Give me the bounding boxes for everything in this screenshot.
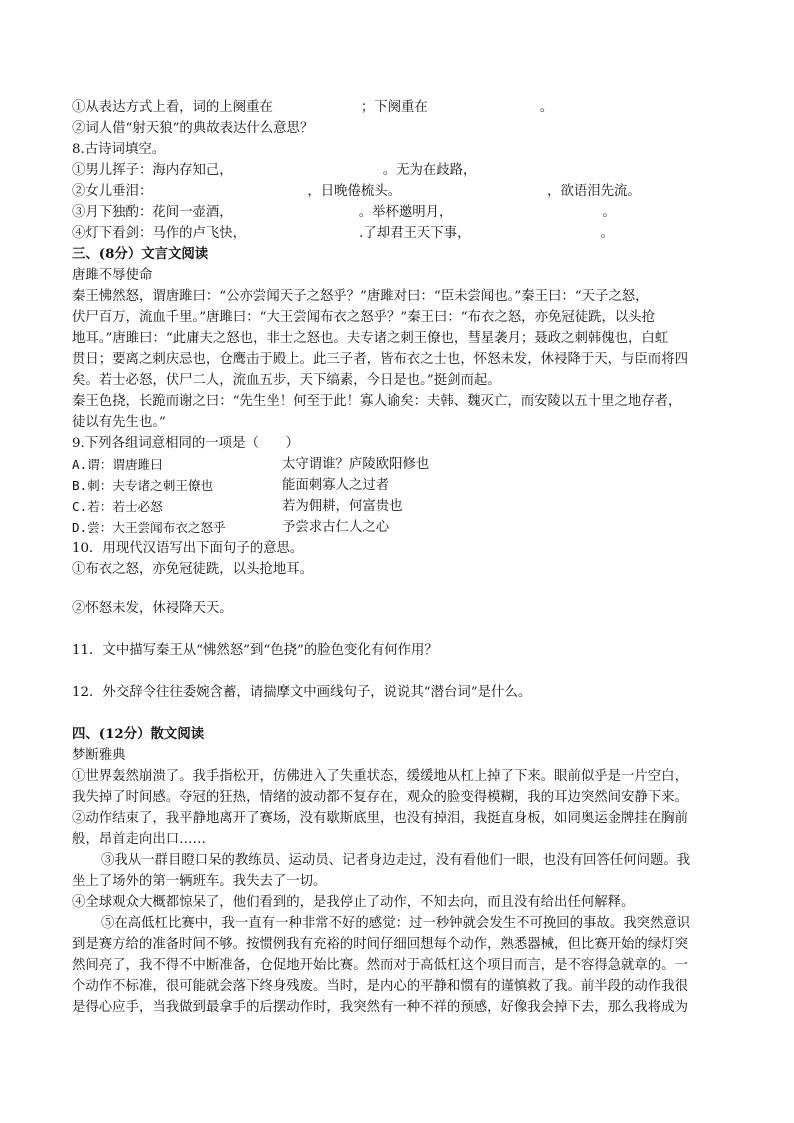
q12: 12．外交辞令往往委婉含蓄，请揣摩文中画线句子，说说其“潜台词”是什么。: [72, 685, 532, 700]
section3-para2-line: 徒以有先生也。”: [72, 415, 166, 430]
section4-para5-line: 是得心应手，当我做到最拿手的后摆动作时，我突然有一种不祥的预感，好像我会掉下去，那么我将成为: [72, 1000, 688, 1015]
section3-para1-line: 地耳。”唐雎曰：“此庸夫之怒也，非士之怒也。夫专诸之刺王僚也，彗星袭月；聂政之刺韩傀也，白虹: [72, 331, 669, 346]
q9-option-b: [72, 475, 213, 497]
q8-title: 8.古诗词填空。: [72, 142, 166, 157]
section3-para1-line: 贯日；要离之刺庆忌也，仓鹰击于殿上。此三子者，皆布衣之士也，怀怒未发，休祲降于天，与臣而将四: [72, 352, 688, 367]
q8-line4-b: .了却君王天下事，: [359, 226, 471, 241]
q10-sentence-2: ②怀怒未发，休祲降天天。: [72, 601, 233, 616]
section3-heading: 三、(8分）文言文阅读: [72, 246, 209, 262]
q9-option-c: [72, 496, 163, 518]
q7-item1-text-a: ①从表达方式上看，词的上阕重在: [72, 100, 273, 115]
q8-line4-a: ④灯下看剑：马作的卢飞快，: [72, 226, 247, 241]
q11: 11．文中描写秦王从“怫然怒”到“色挠”的脸色变化有何作用？: [72, 643, 438, 658]
q8-line4: [72, 223, 614, 244]
section3-para2-line: 秦王色挠，长跪而谢之曰：“先生坐！何至于此！寡人谕矣：夫韩、魏灭亡，而安陵以五十里之地存者，: [72, 394, 682, 409]
q8-line2-c: ，欲语泪先流。: [547, 184, 641, 199]
q8-line3-a: ③月下独酌：花间一壶酒，: [72, 205, 233, 220]
q8-line1-a: ①男儿挥子：海内存知己，: [72, 163, 233, 178]
q7-item1-text-c: 。: [539, 100, 554, 115]
q9-option-b-left: B.刺：夫专诸之刺王僚也: [72, 478, 214, 493]
q10-sentence-1: ①布衣之怒，亦免冠徒跣，以头抢地耳。: [72, 562, 314, 577]
q8-line2-b: ，日晚倦梳头。: [307, 184, 402, 199]
q7-item1-text-b: ；下阕重在: [360, 100, 428, 115]
section4-para5-line: 个动作不标准，很可能就会落下终身残废。当时，是内心的平静和惯有的谨慎救了我。前半段的动作我很: [72, 979, 688, 994]
section3-para1-line: 秦王怫然怒，谓唐雎曰：“公亦尝闻天子之怒乎？”唐雎对曰：“臣未尝闻也。”秦王曰：“天子之怒，: [72, 289, 649, 304]
q9-option-d-right: 予尝求古仁人之心: [282, 520, 390, 535]
q7-item2: ②词人借“射天狼”的典故表达什么意思？: [72, 121, 314, 136]
q8-line4-c: 。: [600, 226, 614, 241]
section4-para3-line: 坐上了场外的第一辆班车。我失去了一切。: [72, 874, 327, 889]
q8-line3-b: 。举杯邀明月，: [358, 205, 453, 220]
q9-title: 9.下列各组词意相同的一项是（ ）: [72, 436, 300, 451]
section4-line: ①世界轰然崩溃了。我手指松开，仿佛进入了失重状态，缓缓地从杠上掉了下来。眼前似乎是一片空白，: [72, 769, 688, 784]
q8-line3-c: 。: [602, 205, 616, 220]
q9-option-b-right: 能面刺寡人之过者: [282, 478, 390, 493]
section4-para3-line: ③我从一群目瞪口呆的教练员、运动员、记者身边走过，没有看他们一眼，也没有回答任何问题。我: [101, 853, 691, 868]
section4-line: 般，昂首走向出口……: [72, 832, 206, 847]
q9-option-c-right: 若为佣耕，何富贵也: [282, 499, 403, 514]
section4-para5-line: 到是赛方给的准备时间不够。按惯例我有充裕的时间仔细回想每个动作，熟悉器械，但比赛开始的绿灯突: [72, 937, 688, 952]
q9-option-d-left: D.尝：大王尝闻布衣之怒乎: [72, 520, 226, 535]
section3-para1-line: 伏尸百万，流血千里。”唐雎曰：“大王尝闻布衣之怒乎？”秦王曰：“布衣之怒，亦免冠徒跣，以头抢: [72, 310, 656, 325]
q9-option-c-left: C.若：若士必怒: [72, 499, 163, 514]
section4-para5-line: ⑤在高低杠比赛中，我一直有一种非常不好的感觉：过一秒钟就会发生不可挽回的事故。我突然意识: [101, 916, 691, 931]
q8-line1-b: 。无为在歧路，: [382, 163, 477, 178]
section3-para1-line: 矣。若士必怒，伏尸二人，流血五步，天下缟素，今日是也。”挺剑而起。: [72, 373, 501, 388]
section4-heading: 四、(12分）散文阅读: [72, 726, 205, 742]
q8-line3: [72, 202, 616, 223]
q8-line1: [72, 160, 476, 181]
q10-title: 10．用现代汉语写出下面句子的意思。: [72, 541, 304, 556]
q8-line2: [72, 181, 641, 202]
section4-line: ②动作结束了，我平静地离开了赛场，没有歇斯底里，也没有掉泪，我挺直身板，如同奥运金牌挂在胸前: [72, 811, 688, 826]
q9-option-a: [72, 454, 163, 476]
q9-option-a-left: A.谓：谓唐雎曰: [72, 457, 163, 472]
section4-title: 梦断雅典: [72, 748, 126, 763]
q9-option-a-right: 太守谓谁？庐陵欧阳修也: [282, 457, 430, 472]
section4-para5-line: 然间亮了，我不得不中断准备，仓促地开始比赛。然而对于高低杠这个项目而言，是不容得急就章的。一: [72, 958, 688, 973]
section4-para4: ④全球观众大概都惊呆了，他们看到的，是我停止了动作，不知去向，而且没有给出任何解释。: [72, 895, 635, 910]
q7-item1: [72, 97, 553, 118]
section3-title: 唐雎不辱使命: [72, 268, 153, 283]
section4-line: 我失掉了时间感。夺冠的狂热，情绪的波动都不复存在，观众的脸变得模糊，我的耳边突然间安静下来。: [72, 790, 688, 805]
q9-option-d: [72, 517, 226, 539]
q8-line2-a: ②女儿垂泪：: [72, 184, 153, 199]
